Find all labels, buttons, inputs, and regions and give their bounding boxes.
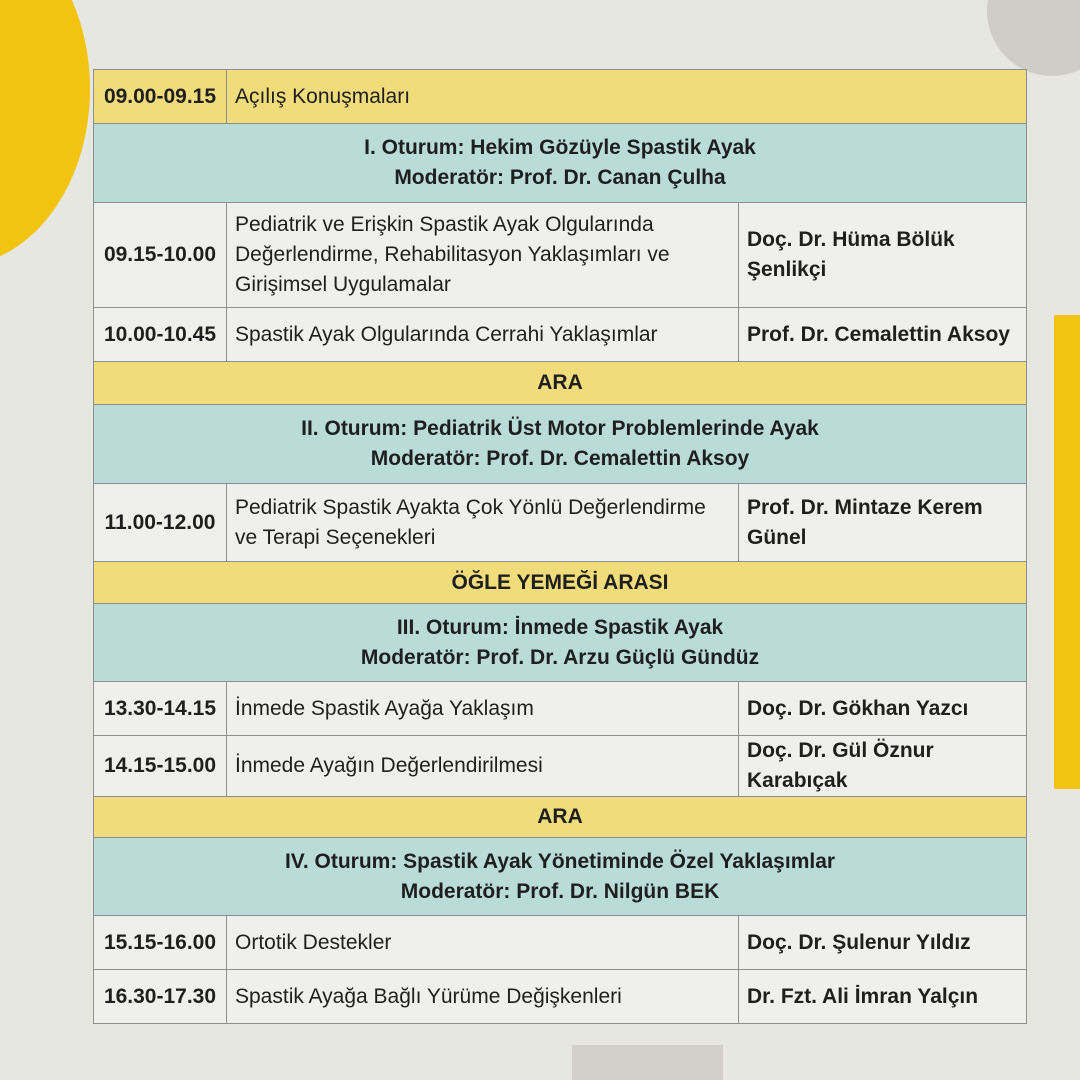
session-header-cell xyxy=(94,604,1027,682)
time-cell: 09.00-09.15 xyxy=(94,70,227,124)
session-header xyxy=(94,405,1027,484)
table-row xyxy=(94,916,1027,970)
session-moderator: Moderatör: Prof. Dr. Nilgün BEK xyxy=(400,879,720,903)
session-title: IV. Oturum: Spastik Ayak Yönetiminde Özel Yaklaşımlar xyxy=(284,849,836,873)
table-row xyxy=(94,736,1027,797)
title-cell: Pediatrik Spastik Ayakta Çok Yönlü Değerlendirme ve Terapi Seçenekleri xyxy=(227,484,739,562)
speaker-cell: Doç. Dr. Gökhan Yazcı xyxy=(739,682,1027,736)
session-header-cell xyxy=(94,124,1027,203)
table-row xyxy=(94,484,1027,562)
title-cell: İnmede Ayağın Değerlendirilmesi xyxy=(227,736,739,797)
time-cell: 10.00-10.45 xyxy=(94,308,227,362)
time-cell: 15.15-16.00 xyxy=(94,916,227,970)
time-cell: 09.15-10.00 xyxy=(94,203,227,308)
session-header xyxy=(94,604,1027,682)
time-cell: 14.15-15.00 xyxy=(94,736,227,797)
time-cell: 16.30-17.30 xyxy=(94,970,227,1024)
time-cell: 11.00-12.00 xyxy=(94,484,227,562)
time-cell: 13.30-14.15 xyxy=(94,682,227,736)
break-cell: ARA xyxy=(94,797,1027,838)
break-row xyxy=(94,562,1027,604)
decorative-gray-circle xyxy=(987,0,1080,76)
decorative-yellow-bar xyxy=(1054,315,1080,789)
session-moderator: Moderatör: Prof. Dr. Cemalettin Aksoy xyxy=(370,447,750,470)
break-row xyxy=(94,797,1027,838)
session-header xyxy=(94,838,1027,916)
table-row xyxy=(94,203,1027,308)
title-cell: Ortotik Destekler xyxy=(227,916,739,970)
opening-row xyxy=(94,70,1027,124)
break-row xyxy=(94,362,1027,405)
session-header-cell xyxy=(94,838,1027,916)
speaker-cell: Prof. Dr. Cemalettin Aksoy xyxy=(739,308,1027,362)
table-row xyxy=(94,970,1027,1024)
session-title: III. Oturum: İnmede Spastik Ayak xyxy=(396,615,724,639)
title-cell: İnmede Spastik Ayağa Yaklaşım xyxy=(227,682,739,736)
table-row xyxy=(94,308,1027,362)
session-title: I. Oturum: Hekim Gözüyle Spastik Ayak xyxy=(364,136,756,159)
break-cell: ARA xyxy=(94,362,1027,405)
title-cell: Pediatrik ve Erişkin Spastik Ayak Olgularında Değerlendirme, Rehabilitasyon Yaklaşımları ve Girişimsel Uygulamalar xyxy=(227,203,739,308)
program-table xyxy=(93,69,1027,1024)
speaker-cell: Doç. Dr. Şulenur Yıldız xyxy=(739,916,1027,970)
speaker-cell: Doç. Dr. Hüma Bölük Şenlikçi xyxy=(739,203,1027,308)
break-cell: ÖĞLE YEMEĞİ ARASI xyxy=(94,562,1027,604)
decorative-gray-rect xyxy=(572,1045,723,1080)
session-moderator: Moderatör: Prof. Dr. Canan Çulha xyxy=(394,166,726,189)
title-cell: Açılış Konuşmaları xyxy=(227,70,1027,124)
session-header xyxy=(94,124,1027,203)
speaker-cell: Prof. Dr. Mintaze Kerem Günel xyxy=(739,484,1027,562)
table-row xyxy=(94,682,1027,736)
session-header-cell xyxy=(94,405,1027,484)
decorative-yellow-circle xyxy=(0,0,90,266)
title-cell: Spastik Ayak Olgularında Cerrahi Yaklaşımlar xyxy=(227,308,739,362)
speaker-cell: Doç. Dr. Gül Öznur Karabıçak xyxy=(739,736,1027,797)
session-moderator: Moderatör: Prof. Dr. Arzu Güçlü Gündüz xyxy=(360,645,760,669)
session-title: II. Oturum: Pediatrik Üst Motor Problemlerinde Ayak xyxy=(301,417,819,440)
title-cell: Spastik Ayağa Bağlı Yürüme Değişkenleri xyxy=(227,970,739,1024)
speaker-cell: Dr. Fzt. Ali İmran Yalçın xyxy=(739,970,1027,1024)
